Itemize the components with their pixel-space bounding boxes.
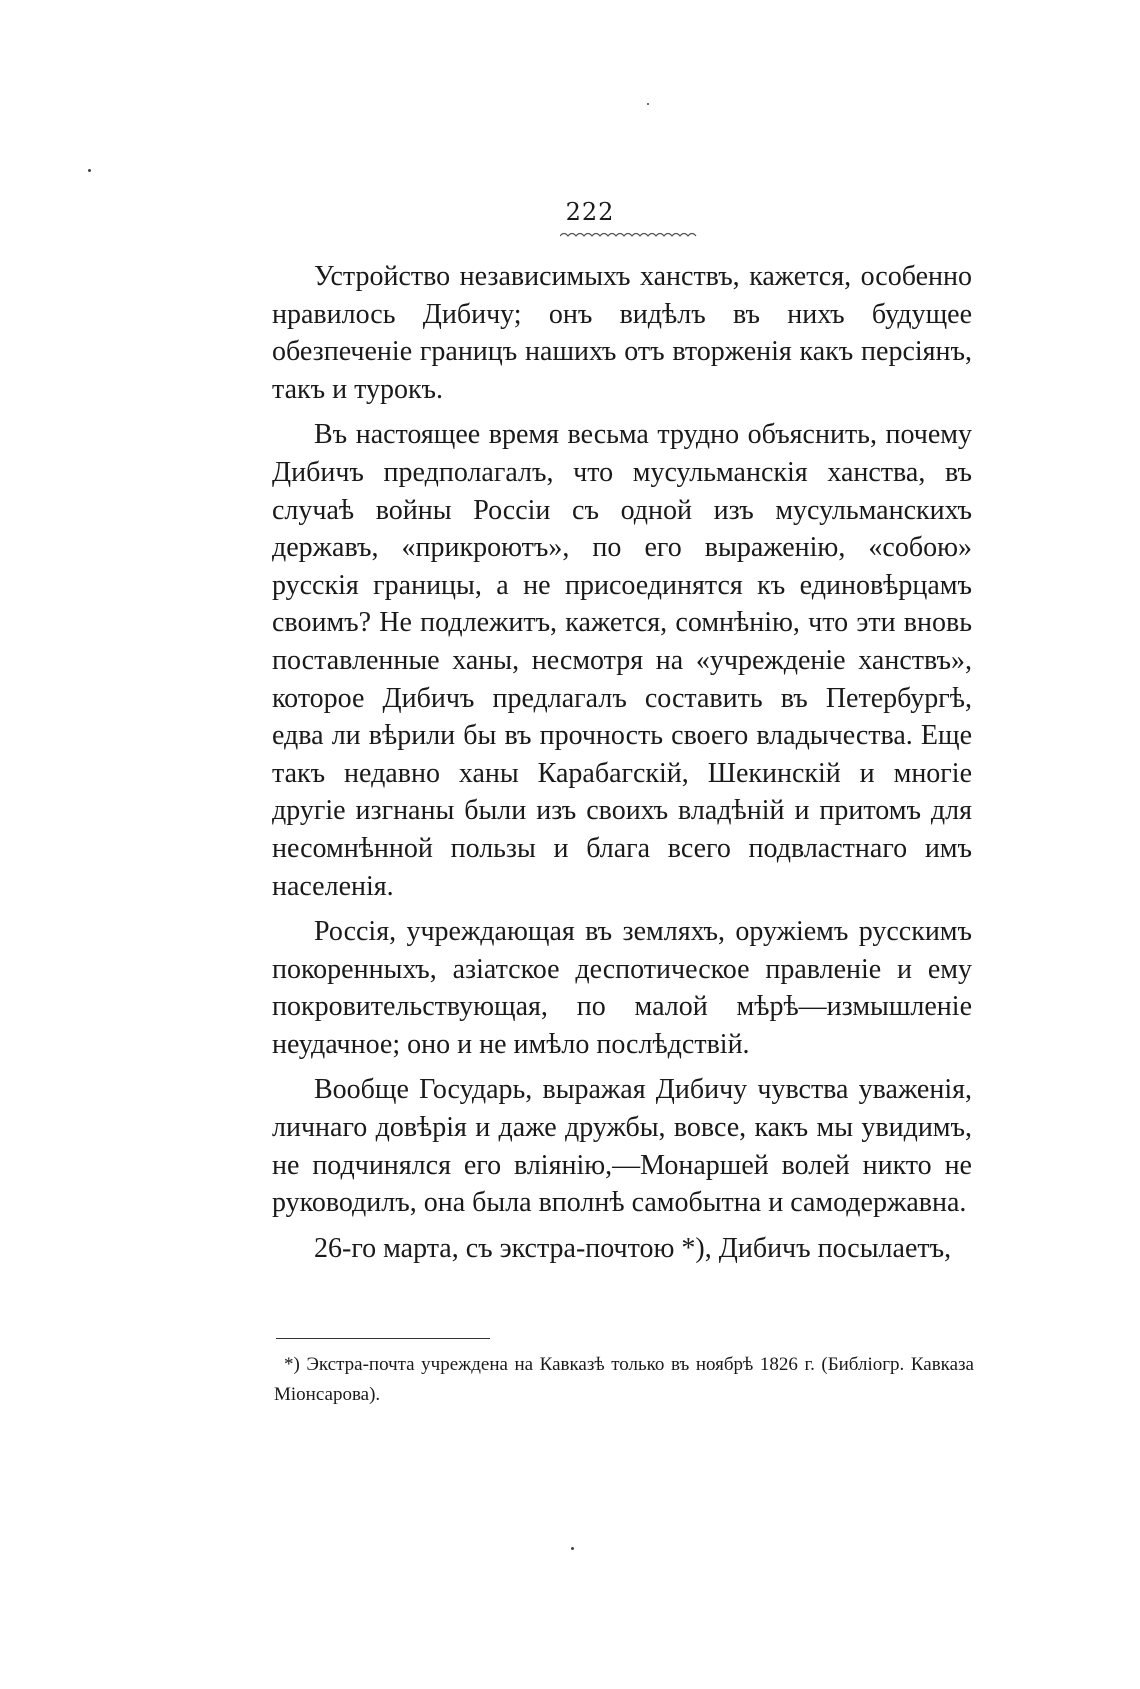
paragraph: Россія, учреждающая въ земляхъ, оружіемъ русскимъ покоренныхъ, азіатское деспотическое правленіе и ему покровительствующая, по малой мѣрѣ—измышленіе неудачное; оно и не имѣло послѣдствій. [272,916,972,1060]
scan-speck [571,1547,574,1550]
footnote: *) Экстра-почта учреждена на Кавказѣ только въ ноябрѣ 1826 г. (Библіогр. Кавказа Міонсарова). [274,1354,974,1405]
paragraph: Устройство независимыхъ ханствъ, кажется, особенно нравилось Дибичу; онъ видѣлъ въ нихъ будущее обезпеченіе границъ нашихъ отъ вторженія какъ персіянъ, такъ и турокъ. [272,261,972,405]
paragraph: 26-го марта, съ экстра-почтою *), Дибичъ посылаетъ, [314,1232,952,1264]
scan-speck [88,169,91,172]
paragraph: Въ настоящее время весьма трудно объяснить, почему Дибичъ предполагалъ, что мусульманскія ханства, въ случаѣ войны Россіи съ одной изъ мусульманскихъ державъ, «прикроютъ», по его выраженію, «собою» русскія границы, а не присоединятся къ единовѣрцамъ своимъ? Не подлежитъ, кажется, сомнѣнію, что эти вновь поставленные ханы, несмотря на «учрежденіе ханствъ», которое Дибичъ предлагалъ составить въ Петербургѣ, едва ли вѣрили бы въ прочность своего владычества. Еще такъ недавно ханы Карабагскій, Шекинскій и многіе другіе изгнаны были изъ своихъ владѣній и притомъ для несомнѣнной пользы и блага всего подвластнаго имъ населенія. [272,419,972,902]
page-number: 222 [565,198,615,226]
paragraph: Вообще Государь, выражая Дибичу чувства уваженія, личнаго довѣрія и даже дружбы, вовсе, какъ мы увидимъ, не подчинялся его вліянію,—Монаршей волей никто не руководилъ, она была вполнѣ самобытна и самодержавна. [272,1074,972,1219]
footnote-divider [276,1338,490,1339]
scan-speck [647,103,649,105]
ornament-rule [560,228,700,240]
main-text [272,258,972,1275]
